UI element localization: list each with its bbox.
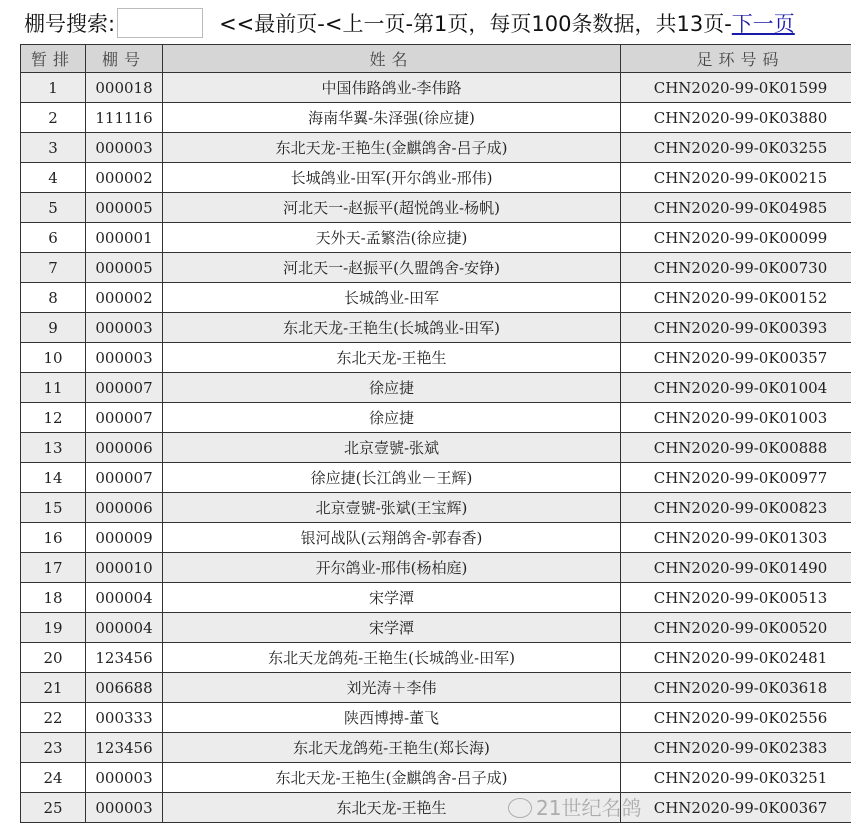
prev-page-link[interactable]: <上一页- [324, 11, 414, 36]
rank-cell: 16 [21, 523, 86, 553]
name-cell: 徐应捷(长江鸽业－王辉) [163, 463, 621, 493]
loft-cell: 000002 [86, 283, 163, 313]
ring-cell: CHN2020-99-0K00357 [621, 343, 851, 373]
ring-cell: CHN2020-99-0K00393 [621, 313, 851, 343]
table-row [21, 73, 851, 103]
table-row [21, 643, 851, 673]
loft-cell: 000003 [86, 793, 163, 823]
table-row [21, 373, 851, 403]
table-row [21, 103, 851, 133]
rank-cell: 11 [21, 373, 86, 403]
rank-cell: 7 [21, 253, 86, 283]
table-row [21, 223, 851, 253]
rank-cell: 17 [21, 553, 86, 583]
table-row [21, 613, 851, 643]
loft-cell: 000006 [86, 433, 163, 463]
next-page-link[interactable]: 下一页 [731, 11, 795, 36]
table-row [21, 583, 851, 613]
loft-cell: 000009 [86, 523, 163, 553]
ring-cell: CHN2020-99-0K00977 [621, 463, 851, 493]
col-ring: 足环号码 [621, 45, 851, 73]
loft-cell: 000010 [86, 553, 163, 583]
col-rank: 暂排 [21, 45, 86, 73]
rank-cell: 4 [21, 163, 86, 193]
ring-cell: CHN2020-99-0K00520 [621, 613, 851, 643]
ring-cell: CHN2020-99-0K03251 [621, 763, 851, 793]
ring-cell: CHN2020-99-0K02481 [621, 643, 851, 673]
loft-cell: 000333 [86, 703, 163, 733]
name-cell: 东北天龙-王艳生 [163, 343, 621, 373]
watermark [508, 797, 641, 819]
name-cell: 长城鸽业-田军 [163, 283, 621, 313]
table-row [21, 283, 851, 313]
page-info: 第1页，每页100条数据，共13页- [413, 11, 732, 36]
ring-cell: CHN2020-99-0K03618 [621, 673, 851, 703]
name-cell: 宋学潭 [163, 613, 621, 643]
ring-cell: CHN2020-99-0K02383 [621, 733, 851, 763]
rank-cell: 5 [21, 193, 86, 223]
loft-cell: 000004 [86, 613, 163, 643]
table-row [21, 553, 851, 583]
name-cell: 银河战队(云翔鸽舍-郭春香) [163, 523, 621, 553]
rank-cell: 10 [21, 343, 86, 373]
rank-cell: 14 [21, 463, 86, 493]
wechat-icon [508, 798, 532, 818]
ring-cell: CHN2020-99-0K00730 [621, 253, 851, 283]
name-cell: 东北天龙-王艳生(长城鸽业-田军) [163, 313, 621, 343]
rank-cell: 6 [21, 223, 86, 253]
ring-cell: CHN2020-99-0K00823 [621, 493, 851, 523]
table-row [21, 163, 851, 193]
loft-cell: 000001 [86, 223, 163, 253]
search-input[interactable] [117, 8, 203, 38]
loft-cell: 000003 [86, 763, 163, 793]
table-row [21, 193, 851, 223]
table-row [21, 463, 851, 493]
loft-cell: 123456 [86, 643, 163, 673]
ring-cell: CHN2020-99-0K01004 [621, 373, 851, 403]
table-row [21, 523, 851, 553]
table-row [21, 253, 851, 283]
table-row [21, 733, 851, 763]
table-row [21, 673, 851, 703]
table-row [21, 313, 851, 343]
name-cell: 中国伟路鸽业-李伟路 [163, 73, 621, 103]
rank-cell: 25 [21, 793, 86, 823]
ring-cell: CHN2020-99-0K03255 [621, 133, 851, 163]
ring-cell: CHN2020-99-0K03880 [621, 103, 851, 133]
loft-cell: 111116 [86, 103, 163, 133]
name-cell: 北京壹號-张斌 [163, 433, 621, 463]
name-cell: 海南华翼-朱泽强(徐应捷) [163, 103, 621, 133]
rank-cell: 19 [21, 613, 86, 643]
search-label: 棚号搜索: [24, 11, 116, 36]
name-cell: 北京壹號-张斌(王宝辉) [163, 493, 621, 523]
loft-cell: 006688 [86, 673, 163, 703]
rank-cell: 8 [21, 283, 86, 313]
ring-cell: CHN2020-99-0K00215 [621, 163, 851, 193]
name-cell: 陕西博搏-董飞 [163, 703, 621, 733]
table-header [21, 45, 851, 73]
rank-cell: 24 [21, 763, 86, 793]
name-cell: 长城鸽业-田军(开尔鸽业-邢伟) [163, 163, 621, 193]
loft-cell: 000007 [86, 373, 163, 403]
rank-cell: 18 [21, 583, 86, 613]
table-row [21, 703, 851, 733]
name-cell: 东北天龙鸽苑-王艳生(郑长海) [163, 733, 621, 763]
col-loft: 棚号 [86, 45, 163, 73]
name-cell: 东北天龙鸽苑-王艳生(长城鸽业-田军) [163, 643, 621, 673]
name-cell: 刘光涛＋李伟 [163, 673, 621, 703]
ring-cell: CHN2020-99-0K01003 [621, 403, 851, 433]
rank-cell: 15 [21, 493, 86, 523]
loft-cell: 000018 [86, 73, 163, 103]
name-cell: 天外天-孟繁浩(徐应捷) [163, 223, 621, 253]
loft-cell: 000003 [86, 133, 163, 163]
rank-cell: 1 [21, 73, 86, 103]
rank-cell: 22 [21, 703, 86, 733]
rank-cell: 20 [21, 643, 86, 673]
name-cell: 开尔鸽业-邢伟(杨柏庭) [163, 553, 621, 583]
table-row [21, 133, 851, 163]
ring-cell: CHN2020-99-0K01599 [621, 73, 851, 103]
table-row [21, 793, 851, 823]
loft-cell: 000006 [86, 493, 163, 523]
name-cell: 宋学潭 [163, 583, 621, 613]
table-row [21, 493, 851, 523]
loft-cell: 000005 [86, 193, 163, 223]
rank-cell: 12 [21, 403, 86, 433]
ring-cell: CHN2020-99-0K04985 [621, 193, 851, 223]
table-row [21, 403, 851, 433]
loft-cell: 000007 [86, 403, 163, 433]
loft-cell: 000003 [86, 343, 163, 373]
ring-cell: CHN2020-99-0K00513 [621, 583, 851, 613]
ring-cell: CHN2020-99-0K01490 [621, 553, 851, 583]
rank-cell: 13 [21, 433, 86, 463]
ring-cell: CHN2020-99-0K00152 [621, 283, 851, 313]
ring-cell: CHN2020-99-0K00099 [621, 223, 851, 253]
rank-cell: 21 [21, 673, 86, 703]
name-cell: 徐应捷 [163, 373, 621, 403]
rank-cell: 3 [21, 133, 86, 163]
table-row [21, 343, 851, 373]
ring-cell: CHN2020-99-0K02556 [621, 703, 851, 733]
loft-cell: 123456 [86, 733, 163, 763]
name-cell: 东北天龙-王艳生(金麒鸽舍-吕子成) [163, 133, 621, 163]
loft-cell: 000003 [86, 313, 163, 343]
loft-cell: 000004 [86, 583, 163, 613]
name-cell: 河北天一-赵振平(久盟鸽舍-安铮) [163, 253, 621, 283]
rank-cell: 23 [21, 733, 86, 763]
loft-cell: 000005 [86, 253, 163, 283]
watermark-text: 21世纪名鸽 [536, 796, 642, 820]
name-cell: 徐应捷 [163, 403, 621, 433]
rank-cell: 2 [21, 103, 86, 133]
top-bar [0, 0, 851, 45]
table-row [21, 433, 851, 463]
ring-cell: CHN2020-99-0K00888 [621, 433, 851, 463]
table-row [21, 763, 851, 793]
name-cell: 东北天龙-王艳生(金麒鸽舍-吕子成) [163, 763, 621, 793]
ring-cell: CHN2020-99-0K00367 [621, 793, 851, 823]
ranking-table [20, 44, 851, 823]
first-page-link[interactable]: <<最前页- [219, 11, 325, 36]
name-cell: 东北天龙-王艳生 [163, 793, 621, 823]
ring-cell: CHN2020-99-0K01303 [621, 523, 851, 553]
loft-cell: 000007 [86, 463, 163, 493]
name-cell: 河北天一-赵振平(超悦鸽业-杨帆) [163, 193, 621, 223]
col-name: 姓名 [163, 45, 621, 73]
loft-cell: 000002 [86, 163, 163, 193]
rank-cell: 9 [21, 313, 86, 343]
